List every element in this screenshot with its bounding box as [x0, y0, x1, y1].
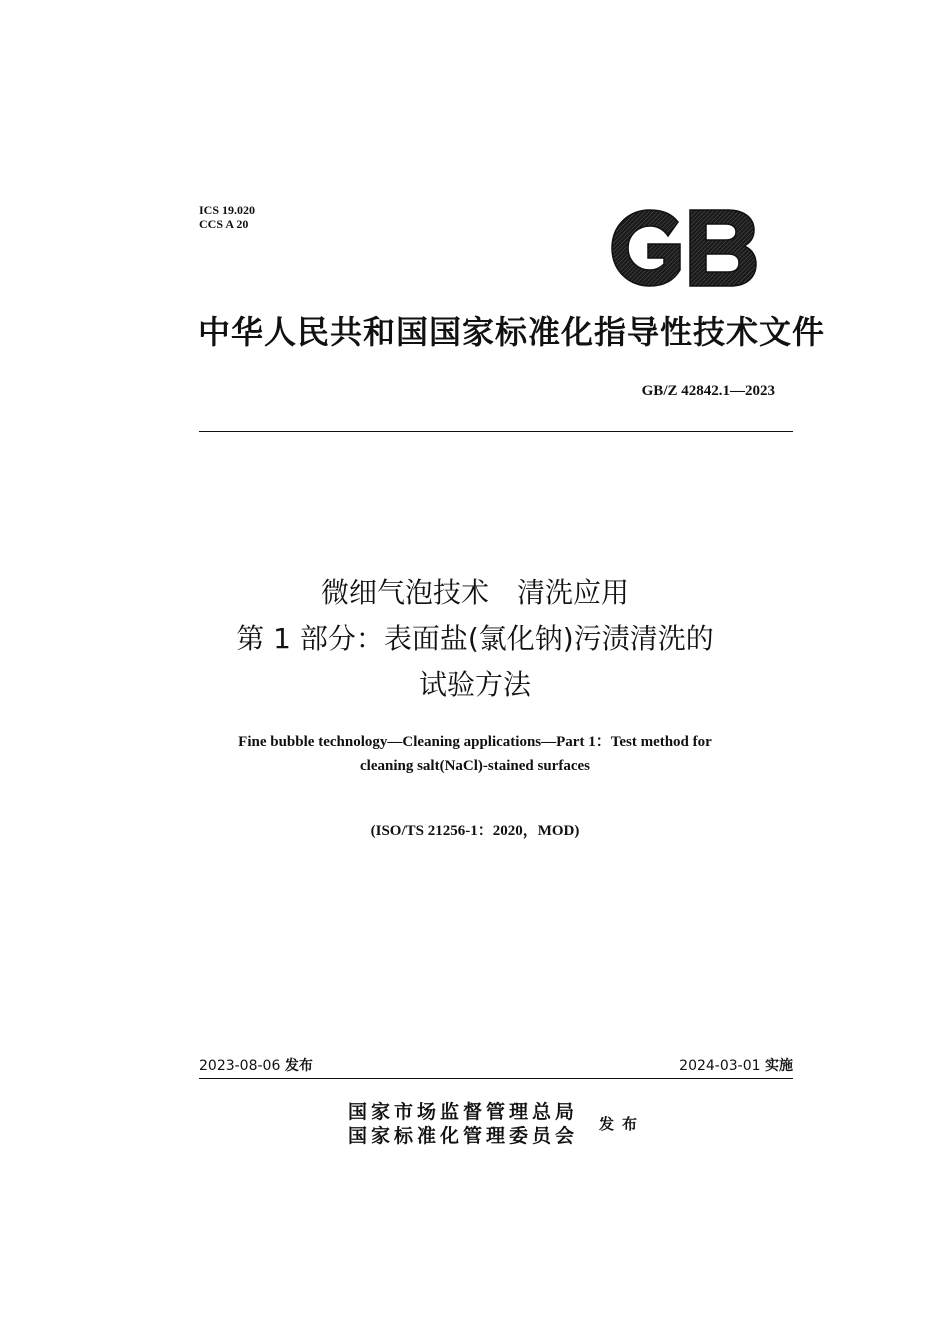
title-en-line1: Fine bubble technology—Cleaning applications—Part 1：Test method for	[238, 734, 712, 750]
title-cn-line2: 第 1 部分：表面盐(氯化钠)污渍清洗的	[236, 622, 714, 655]
issue-date	[199, 1056, 313, 1076]
publishers	[348, 1100, 578, 1148]
footer-divider	[199, 1078, 793, 1079]
effective-date-label: 实施	[765, 1058, 793, 1074]
classification-codes	[199, 203, 255, 231]
ics-code: ICS 19.020	[199, 203, 256, 217]
effective-date	[679, 1056, 793, 1076]
title-en-line2: cleaning salt(NaCl)-stained surfaces	[360, 758, 590, 774]
ccs-code: CCS A 20	[199, 217, 249, 231]
adoption-note: (ISO/TS 21256-1：2020，MOD)	[370, 823, 580, 839]
gb-logo	[610, 208, 758, 288]
publisher-1: 国家市场监督管理总局	[348, 1101, 579, 1123]
document-type: 中华人民共和国国家标准化指导性技术文件	[198, 313, 826, 351]
issue-date-label: 发布	[284, 1058, 313, 1074]
title-cn-line3: 试验方法	[418, 668, 531, 701]
standard-number: GB/Z 42842.1—2023	[641, 383, 775, 399]
title-cn-line1: 微细气泡技术 清洗应用	[320, 576, 629, 609]
publish-action: 发布	[599, 1115, 646, 1133]
publisher-2: 国家标准化管理委员会	[348, 1125, 579, 1147]
header-divider	[199, 431, 793, 432]
effective-date-value: 2024-03-01	[679, 1058, 761, 1074]
issue-date-value: 2023-08-06	[199, 1058, 281, 1074]
